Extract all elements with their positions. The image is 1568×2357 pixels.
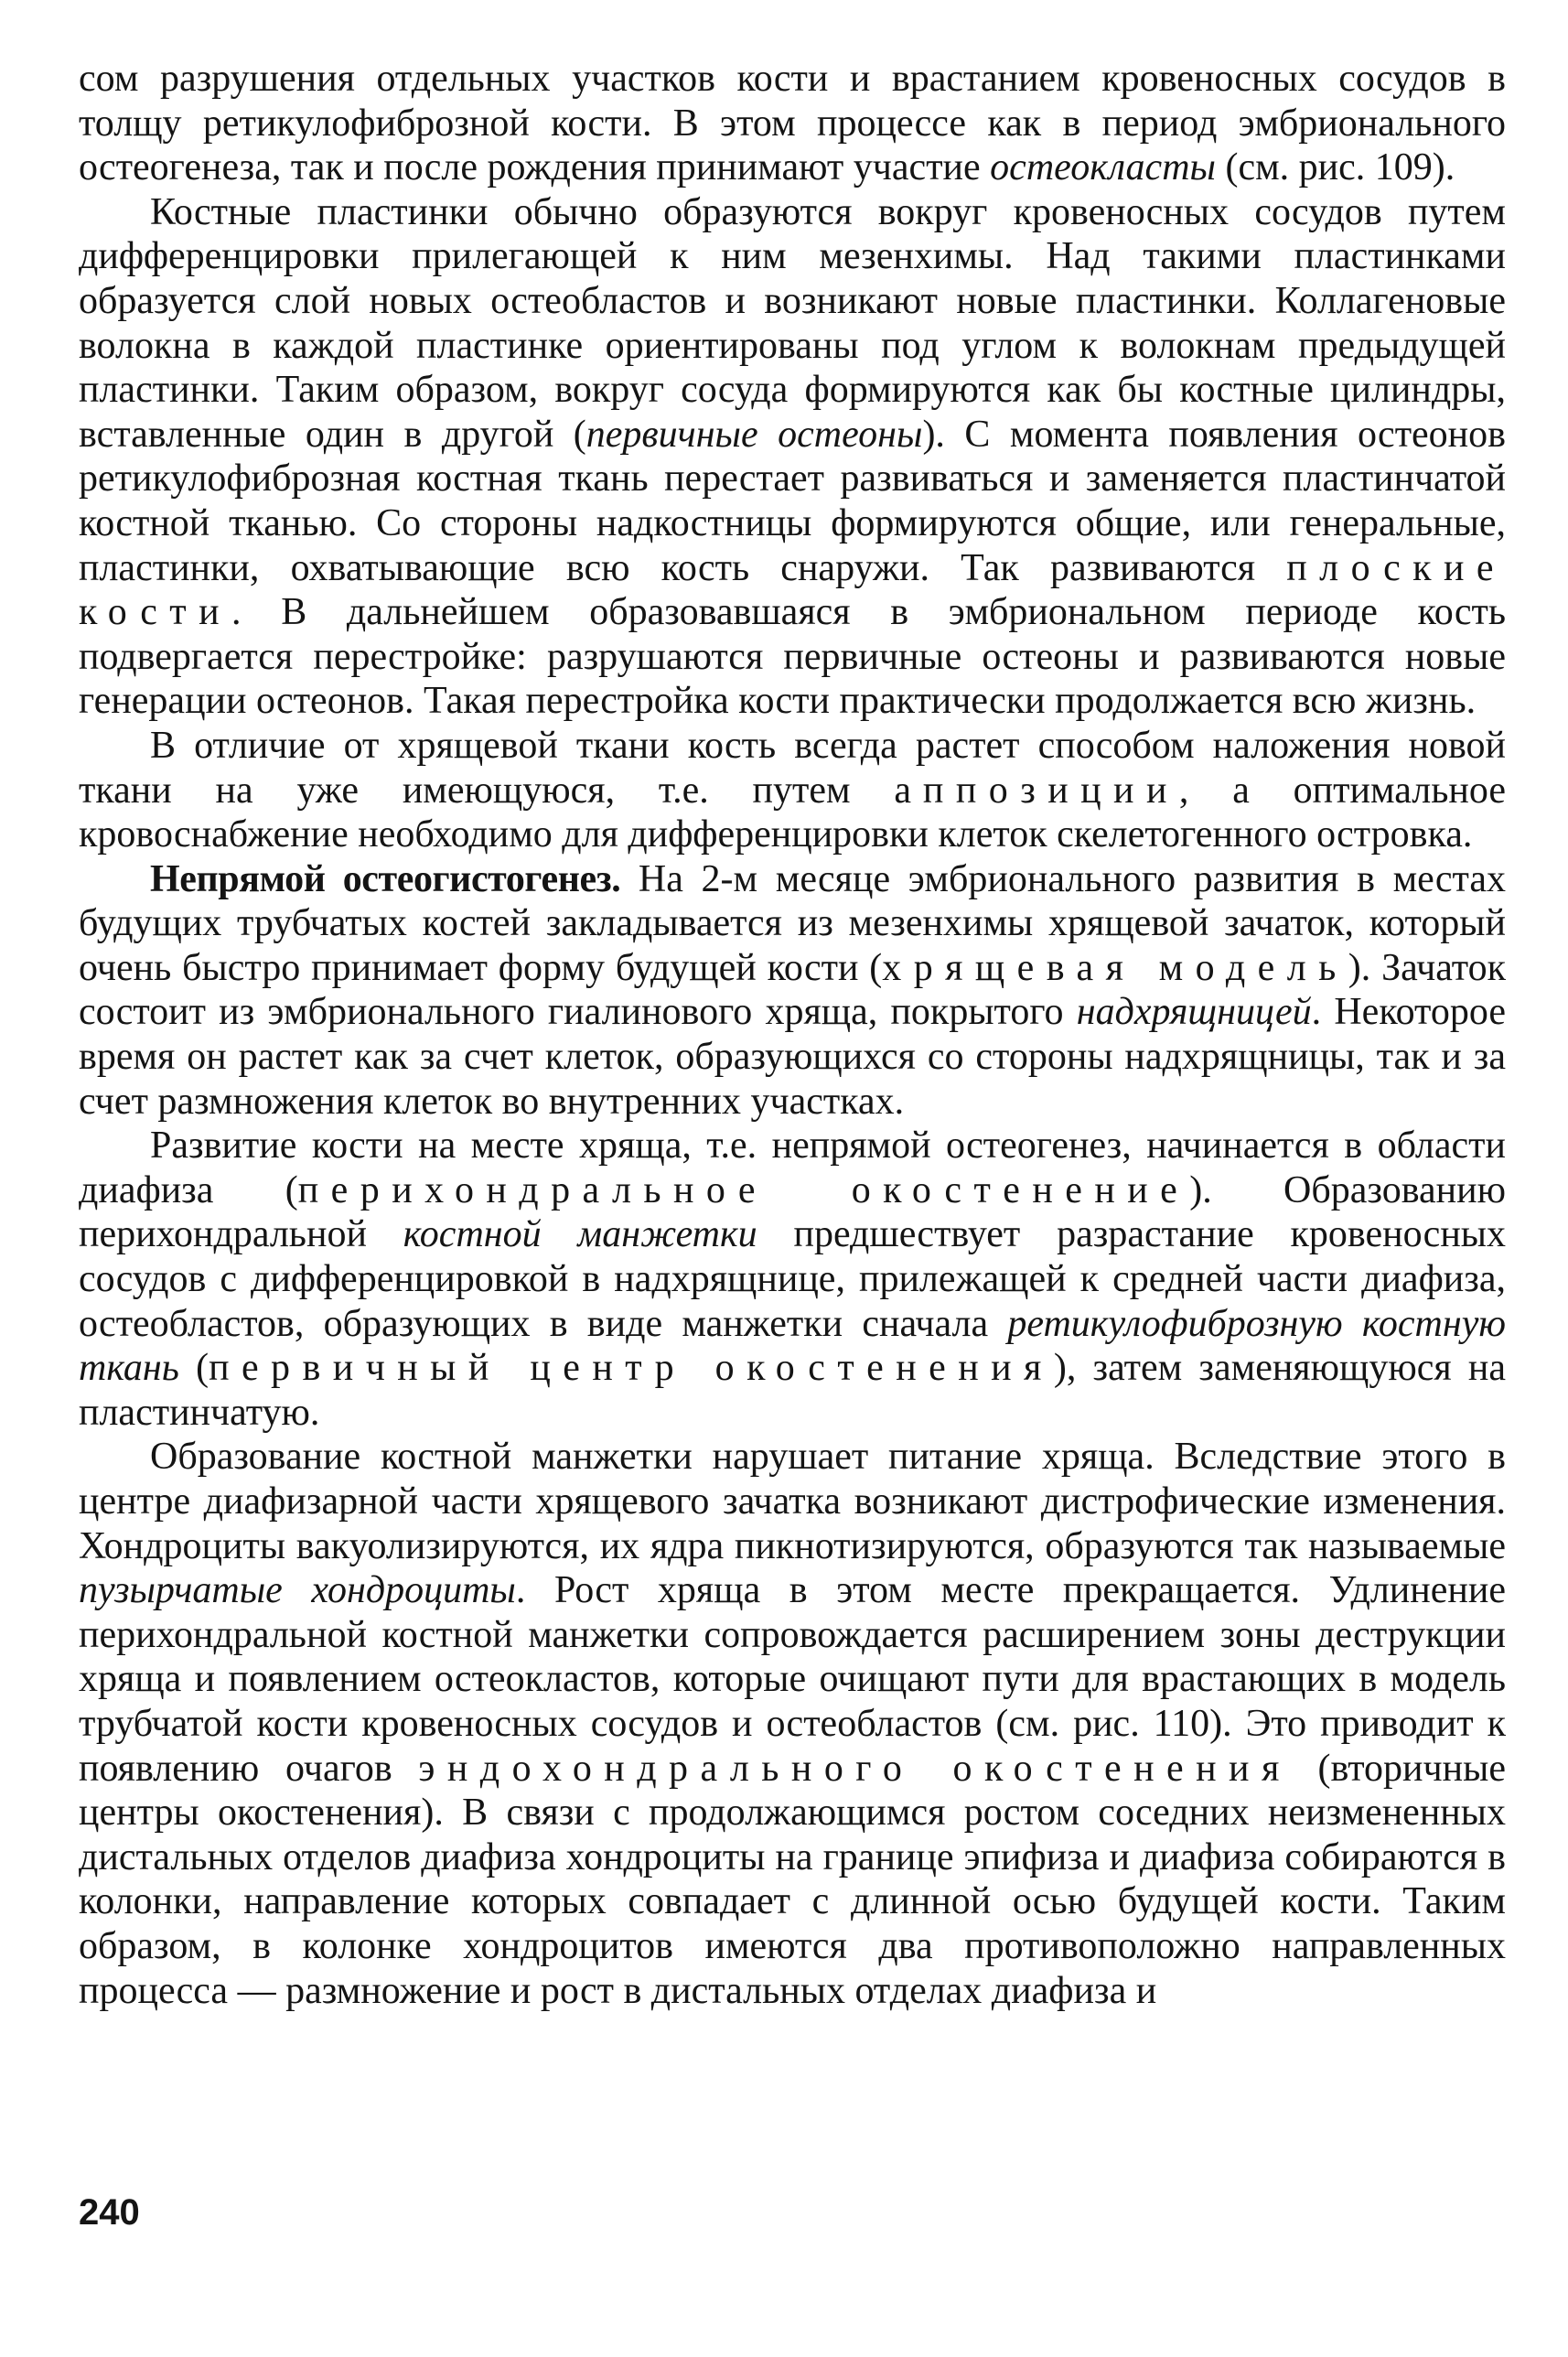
text-segment: . В дальнейшем образовавшаяся в эмбриональном периоде кость подвергается перестройке: разрушаются первичные остеоны и развиваются новые генерации остеонов. Такая перестройка кости практически продолжается всю жизнь. — [79, 591, 1506, 723]
term-italic: первичные остеоны — [585, 413, 923, 456]
text-segment: (см. рис. 109). — [1215, 146, 1455, 189]
term-italic: остеокласты — [990, 146, 1216, 189]
section-heading: Непрямой остеогистогенез. — [150, 857, 621, 900]
term-spaced: хрящевая модель — [882, 946, 1348, 989]
term-spaced: эндохондрального окостенения — [418, 1747, 1292, 1790]
text-segment: Костные пластинки обычно образуются вокруг кровеносных сосудов путем дифференцировки прилегающей к ним мезенхимы. Над такими пластинками образуется слой новых остеобластов и возникают новые пластинки. Коллагеновые волокна в каждой пластинке ориентированы под углом к волокнам предыдущей пластинки. Таким образом, вокруг сосуда формируются как бы костные цилиндры, вставленные один в другой ( — [79, 190, 1506, 456]
paragraph-1 — [79, 57, 1506, 190]
page-body — [79, 57, 1506, 2013]
text-segment: предшествует разрастание кровеносных сосудов с дифференцировкой в надхрящнице, прилежащей к средней части диафиза, остеобластов, образующих в виде манжетки сначала — [79, 1213, 1507, 1345]
term-italic: костной манжетки — [403, 1213, 757, 1256]
paragraph-2 — [79, 190, 1506, 724]
term-italic: ретикулофиброзную костную ткань — [79, 1302, 1506, 1390]
text-segment: ). Зачаток состоит из эмбрионального гиалинового хряща, покрытого — [79, 946, 1506, 1034]
text-segment: (вторичные центры окостенения). В связи с продолжающимся ростом соседних неизмененных дистальных отделов диафиза хондроциты на границе эпифиза и диафиза собираются в колонки, направление которых совпадает с длинной осью будущей кости. Таким образом, в колонке хондроцитов имеются два противоположно направленных процесса — размножение и рост в дистальных отделах диафиза и — [79, 1747, 1506, 2012]
text-segment: В отличие от хрящевой ткани кость всегда растет способом наложения новой ткани на уже имеющуюся, т.е. путем — [79, 724, 1506, 812]
text-segment: На 2-м месяце эмбрионального развития в местах будущих трубчатых костей закладывается из мезенхимы хрящевой зачаток, который очень быстро принимает форму будущей кости ( — [79, 857, 1506, 989]
term-spaced: аппозиции — [894, 769, 1179, 812]
text-segment: ), затем заменяющуюся на пластинчатую. — [79, 1347, 1506, 1434]
text-segment: Развитие кости на месте хряща, т.е. непрямой остеогенез, начинается в области диафиза ( — [79, 1125, 1506, 1211]
paragraph-3 — [79, 724, 1506, 857]
text-segment: сом разрушения отдельных участков кости и врастанием кровеносных сосудов в толщу ретикулофиброзной кости. В этом процессе как в период эмбрионального остеогенеза, так и после рождения принимают участие — [79, 58, 1506, 189]
term-spaced: первичный центр окостенения — [209, 1347, 1054, 1390]
text-segment: ). С момента появления остеонов ретикулофиброзная костная ткань перестает развиваться и заменяется пластинчатой костной тканью. Со стороны надкостницы формируются общие, или генеральные, пластинки, охватывающие всю кость снаружи. Так развиваются — [79, 413, 1506, 589]
term-spaced: плоские кости — [79, 546, 1506, 634]
text-segment: ). Образованию перихондральной — [79, 1168, 1506, 1256]
text-segment: , а оптимальное кровоснабжение необходимо для дифференцировки клеток скелетогенного островка. — [79, 769, 1507, 856]
paragraph-6 — [79, 1435, 1506, 2013]
term-spaced: перихондральное окостенение — [297, 1168, 1190, 1211]
term-italic: пузырчатые хондроциты — [79, 1569, 516, 1612]
text-segment: . Рост хряща в этом месте прекращается. Удлинение перихондральной костной манжетки сопровождается расширением зоны деструкции хряща и появлением остеокластов, которые очищают пути для врастающих в модель трубчатой кости кровеносных сосудов и остеобластов (см. рис. 110). Это приводит к появлению очагов — [79, 1569, 1506, 1790]
text-segment: ( — [178, 1347, 209, 1390]
paragraph-5 — [79, 1124, 1506, 1435]
text-segment: . Некоторое время он растет как за счет клеток, образующихся со стороны надхрящницы, так и за счет размножения клеток во внутренних участках. — [79, 991, 1506, 1123]
term-italic: надхрящницей — [1076, 991, 1312, 1034]
text-segment: Образование костной манжетки нарушает питание хряща. Вследствие этого в центре диафизарной части хрящевого зачатка возникают дистрофические изменения. Хондроциты вакуолизируются, их ядра пикнотизируются, образуются так называемые — [79, 1436, 1506, 1567]
page-number: 240 — [79, 2192, 140, 2233]
paragraph-4 — [79, 857, 1506, 1125]
